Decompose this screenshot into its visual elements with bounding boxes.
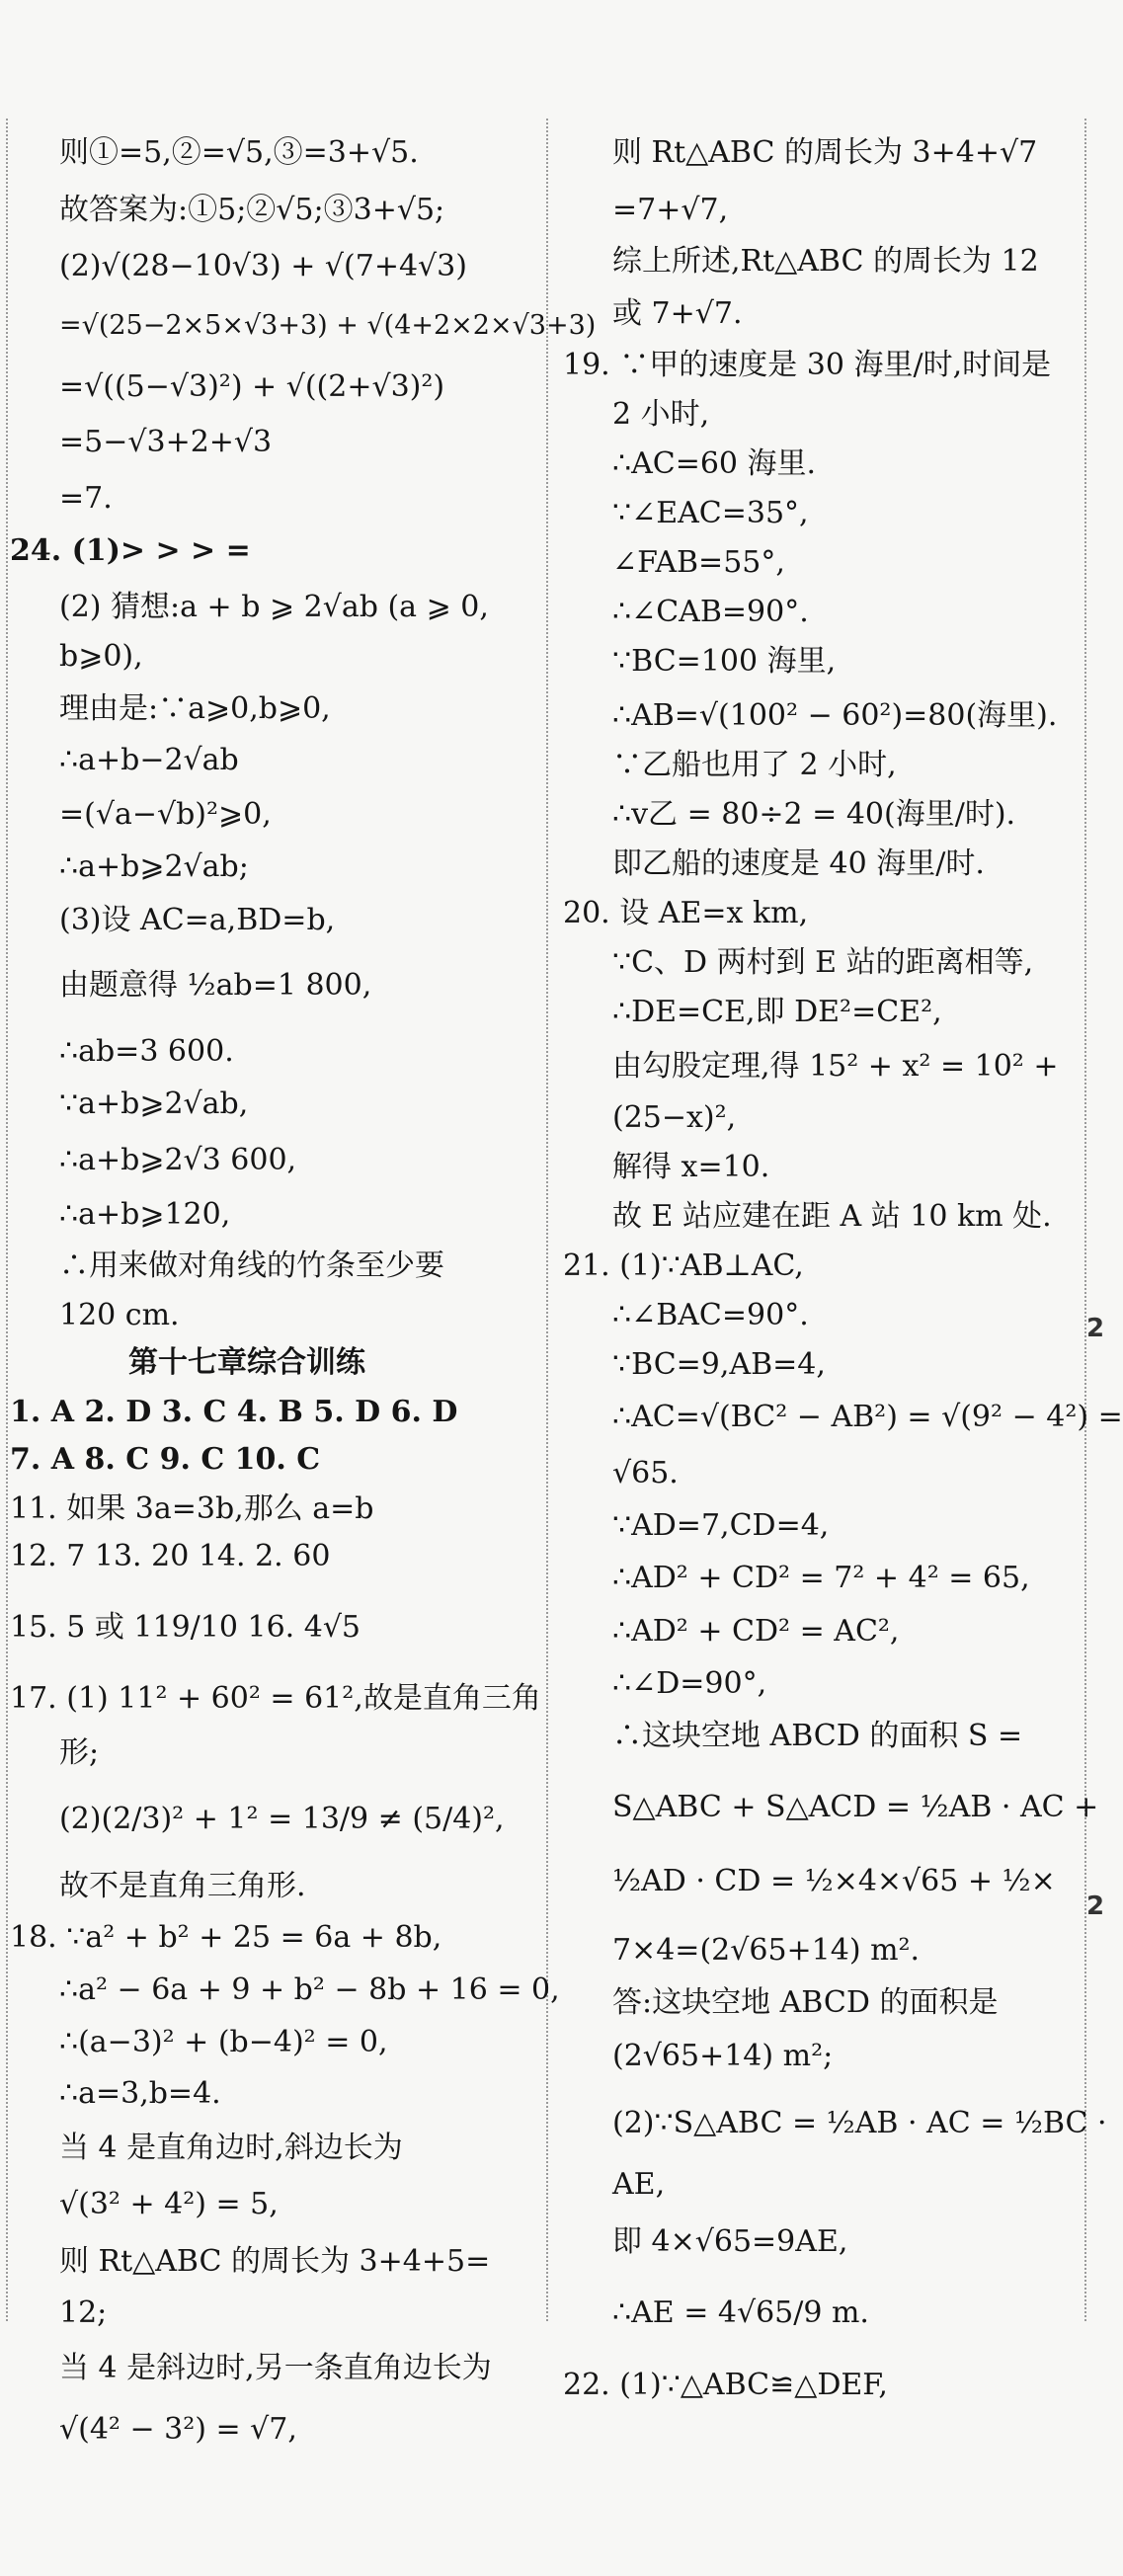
text-line: ∴(a−3)² + (b−4)² = 0, (59, 2025, 388, 2059)
text-line: ∴∠BAC=90°. (612, 1298, 809, 1332)
text-line: ∵BC=9,AB=4, (612, 1347, 826, 1382)
text-line: ∴a² − 6a + 9 + b² − 8b + 16 = 0, (59, 1972, 560, 2007)
text-line: ∴AE = 4√65/9 m. (612, 2295, 869, 2330)
question-20: 20. 设 AE=x km, (563, 896, 809, 930)
text-line: 故答案为:①5;②√5;③3+√5; (59, 193, 445, 227)
text-line: b⩾0), (59, 639, 143, 674)
question-22: 22. (1)∵△ABC≌△DEF, (563, 2368, 888, 2402)
text-line: ∵∠EAC=35°, (612, 496, 809, 530)
chapter-heading: 第十七章综合训练 (128, 1345, 365, 1380)
text-line: 形; (59, 1735, 100, 1770)
text-line: ∵a+b⩾2√ab, (59, 1087, 249, 1121)
question-19: 19. ∵甲的速度是 30 海里/时,时间是 (563, 348, 1052, 382)
text-line: 由题意得 ½ab=1 800, (59, 968, 372, 1003)
text-line: ∴DE=CE,即 DE²=CE², (612, 995, 942, 1029)
text-line: =√(25−2×5×√3+3) + √(4+2×2×√3+3) (59, 310, 597, 341)
text-line: ∴∠CAB=90°. (612, 595, 809, 629)
text-line: 解得 x=10. (612, 1150, 770, 1184)
text-line: ∵AD=7,CD=4, (612, 1508, 830, 1543)
text-line: (2)(2/3)² + 1² = 13/9 ≠ (5/4)², (59, 1802, 505, 1836)
text-line: ∴用来做对角线的竹条至少要 (59, 1248, 444, 1283)
text-line: ∠FAB=55°, (612, 545, 785, 580)
text-line: ∴a=3,b=4. (59, 2076, 221, 2111)
text-line: ∴v乙 = 80÷2 = 40(海里/时). (612, 797, 1016, 832)
text-line: 则 Rt△ABC 的周长为 3+4+5= (59, 2244, 491, 2279)
question-24: 24. (1)> > > = (10, 533, 251, 568)
text-line: 由勾股定理,得 15² + x² = 10² + (612, 1049, 1059, 1084)
text-line: 12; (59, 2295, 108, 2330)
text-line: 则 Rt△ABC 的周长为 3+4+√7 (612, 135, 1038, 170)
text-line: ∴AD² + CD² = AC², (612, 1614, 900, 1649)
text-line: (2)√(28−10√3) + √(7+4√3) (59, 249, 467, 283)
text-line: (3)设 AC=a,BD=b, (59, 903, 336, 937)
text-line: 故 E 站应建在距 A 站 10 km 处. (612, 1199, 1052, 1234)
text-line: ∴AC=60 海里. (612, 446, 817, 481)
text-line: (25−x)², (612, 1100, 737, 1135)
edge-page-mark: 2 (1086, 1892, 1105, 1921)
text-line: (2) 猜想:a + b ⩾ 2√ab (a ⩾ 0, (59, 590, 489, 624)
text-line: 故不是直角三角形. (59, 1869, 306, 1903)
text-line: ∴AC=√(BC² − AB²) = √(9² − 4²) = (612, 1400, 1123, 1434)
text-line: √(3² + 4²) = 5, (59, 2187, 279, 2221)
text-line: ∴a+b⩾120, (59, 1197, 231, 1232)
text-line: 综上所述,Rt△ABC 的周长为 12 (612, 244, 1039, 279)
text-line: 则①=5,②=√5,③=3+√5. (59, 135, 419, 170)
right-dotted-rule (1084, 119, 1086, 2321)
answer-row: 15. 5 或 119/10 16. 4√5 (10, 1610, 361, 1645)
text-line: ∴这块空地 ABCD 的面积 S = (612, 1719, 1023, 1753)
text-line: ∴a+b⩾2√ab; (59, 849, 249, 884)
text-line: ∵BC=100 海里, (612, 644, 837, 679)
text-line: 2 小时, (612, 397, 710, 432)
answer-row: 1. A 2. D 3. C 4. B 5. D 6. D (10, 1395, 458, 1429)
text-line: 当 4 是斜边时,另一条直角边长为 (59, 2351, 492, 2385)
text-line: 即 4×√65=9AE, (612, 2224, 848, 2259)
text-line: ∴ab=3 600. (59, 1034, 234, 1069)
text-line: 答:这块空地 ABCD 的面积是 (612, 1985, 999, 2020)
text-line: =(√a−√b)²⩾0, (59, 797, 272, 832)
text-line: ∴∠D=90°, (612, 1666, 767, 1701)
edge-page-mark: 2 (1086, 1314, 1105, 1343)
left-dotted-rule (6, 119, 8, 2321)
text-line: 即乙船的速度是 40 海里/时. (612, 846, 985, 881)
text-line: =7. (59, 481, 113, 516)
text-line: √(4² − 3²) = √7, (59, 2412, 297, 2447)
text-line: (2√65+14) m²; (612, 2039, 834, 2073)
text-line: 120 cm. (59, 1298, 180, 1332)
text-line: =7+√7, (612, 193, 729, 227)
text-line: =5−√3+2+√3 (59, 425, 273, 459)
text-line: (2)∵S△ABC = ½AB · AC = ½BC · (612, 2106, 1107, 2140)
question-17: 17. (1) 11² + 60² = 61²,故是直角三角 (10, 1681, 541, 1716)
text-line: ∴AD² + CD² = 7² + 4² = 65, (612, 1561, 1030, 1595)
text-line: √65. (612, 1456, 679, 1490)
answer-row: 11. 如果 3a=3b,那么 a=b (10, 1491, 374, 1526)
text-line: ∴AB=√(100² − 60²)=80(海里). (612, 698, 1058, 733)
question-18: 18. ∵a² + b² + 25 = 6a + 8b, (10, 1920, 442, 1955)
text-line: ∴a+b−2√ab (59, 743, 239, 777)
question-21: 21. (1)∵AB⊥AC, (563, 1248, 804, 1283)
text-line: =√((5−√3)²) + √((2+√3)²) (59, 369, 445, 404)
text-line: ∴a+b⩾2√3 600, (59, 1143, 297, 1177)
text-line: 或 7+√7. (612, 296, 743, 331)
text-line: AE, (612, 2167, 666, 2202)
text-line: 7×4=(2√65+14) m². (612, 1933, 921, 1968)
text-line: S△ABC + S△ACD = ½AB · AC + (612, 1790, 1099, 1824)
text-line: 理由是:∵a⩾0,b⩾0, (59, 691, 331, 726)
text-line: ½AD · CD = ½×4×√65 + ½× (612, 1864, 1056, 1898)
text-line: 当 4 是直角边时,斜边长为 (59, 2131, 403, 2165)
answer-row: 7. A 8. C 9. C 10. C (10, 1442, 321, 1477)
text-line: ∵乙船也用了 2 小时, (612, 748, 897, 782)
answer-row: 12. 7 13. 20 14. 2. 60 (10, 1539, 331, 1573)
text-line: ∵C、D 两村到 E 站的距离相等, (612, 945, 1034, 980)
